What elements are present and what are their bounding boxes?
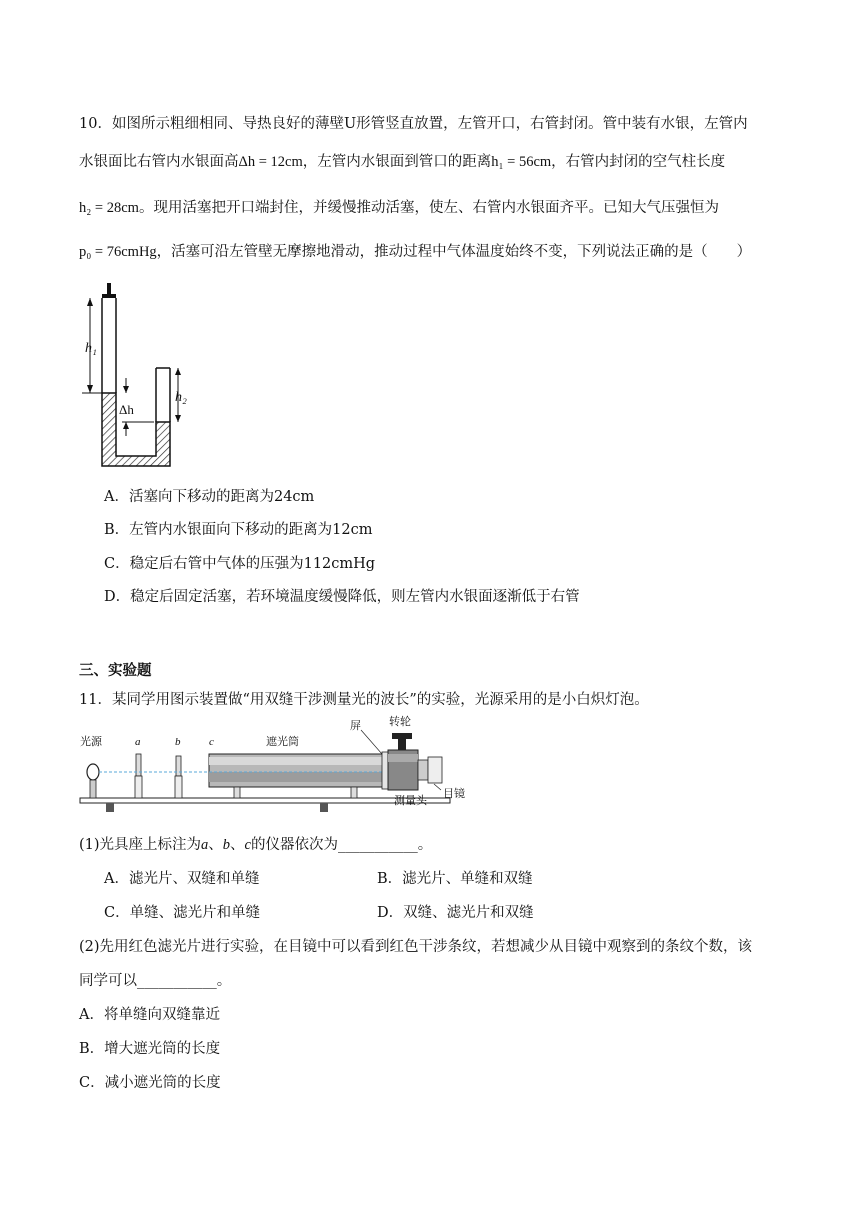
q10-line4 — [79, 240, 751, 261]
q11-sub1-c: c — [244, 837, 251, 853]
q11-sub1-prefix: (1)光具座上标注为 — [79, 837, 202, 853]
q11-sub1-sep1: 、 — [208, 837, 223, 853]
label-screen: 屏 — [350, 720, 361, 732]
q10-line2 — [79, 150, 725, 171]
q10-line2-text-c: ，右管内封闭的空气柱长度 — [551, 154, 726, 170]
q10-line3 — [79, 196, 719, 217]
optical-bench-figure — [76, 712, 476, 820]
q11-sub1-option-a: A．滤光片、双缝和单缝 — [104, 871, 260, 887]
q10-option-c: C．稳定后右管中气体的压强为112cmHg — [104, 556, 376, 572]
q11-sub1-option-c: C．单缝、滤光片和单缝 — [104, 905, 261, 921]
section-title: 三、实验题 — [79, 662, 152, 679]
label-light-source: 光源 — [80, 736, 102, 748]
lamp-icon — [87, 764, 99, 780]
q10-option-b: B．左管内水银面向下移动的距离为12cm — [104, 522, 373, 538]
q11-sub2-line2: 同学可以___________。 — [79, 973, 232, 989]
label-c: c — [209, 736, 214, 748]
q10-h2-value: h₂ = 28cm — [79, 200, 139, 216]
label-eyepiece: 目镜 — [443, 788, 465, 800]
label-measuring-head: 测量头 — [394, 795, 427, 807]
q11-sub2-option-b: B．增大遮光筒的长度 — [79, 1041, 221, 1057]
q11-sub2-line1: (2)先用红色滤光片进行实验，在目镜中可以看到红色干涉条纹，若想减少从目镜中观察到的条纹个数，该 — [79, 939, 753, 955]
q11-sub1-option-d: D．双缝、滤光片和双缝 — [377, 905, 534, 921]
q10-line1: 10．如图所示粗细相同、导热良好的薄壁U形管竖直放置，左管开口，右管封闭。管中装有水银，左管内 — [79, 116, 748, 132]
q11-sub2-option-a: A．将单缝向双缝靠近 — [79, 1007, 220, 1023]
q10-delta-h-value: Δh = 12cm — [238, 154, 303, 170]
q10-option-a: A．活塞向下移动的距离为24cm — [104, 489, 315, 505]
label-a: a — [135, 736, 141, 748]
q11-sub1-a: a — [201, 837, 209, 853]
q11-sub1 — [79, 833, 432, 854]
u-tube-figure — [74, 280, 214, 475]
q11-sub2-option-c: C．减小遮光筒的长度 — [79, 1075, 221, 1091]
q10-line2-text-b: ，左管内水银面到管口的距离 — [302, 154, 492, 170]
q11-sub1-option-b: B．滤光片、单缝和双缝 — [377, 871, 533, 887]
eyepiece-icon — [428, 757, 442, 783]
wheel-icon — [392, 733, 412, 739]
q11-sub1-sep2: 、 — [230, 837, 245, 853]
q11-stem: 11．某同学用图示装置做“用双缝干涉测量光的波长”的实验，光源采用的是小白炽灯泡。 — [79, 692, 649, 708]
q10-p0-value: p₀ = 76cmHg — [79, 244, 157, 260]
label-h1: h₁ — [85, 341, 97, 356]
q10-line3-text: 。现用活塞把开口端封住，并缓慢推动活塞，使左、右管内水银面齐平。已知大气压强恒为 — [138, 200, 719, 216]
q10-option-d: D．稳定后固定活塞，若环境温度缓慢降低，则左管内水银面逐渐低于右管 — [104, 589, 580, 605]
label-b: b — [175, 736, 181, 748]
label-wheel: 转轮 — [389, 716, 411, 728]
q11-sub1-suffix: 的仪器依次为___________。 — [250, 837, 433, 853]
label-h2: h₂ — [175, 390, 187, 405]
q10-h1-value: h₁ = 56cm — [491, 154, 552, 170]
q10-line2-text-a: 水银面比右管内水银面高 — [79, 154, 239, 170]
label-tube: 遮光筒 — [266, 736, 299, 748]
label-delta-h: Δh — [119, 402, 134, 417]
q10-line4-text: ，活塞可沿左管壁无摩擦地滑动，推动过程中气体温度始终不变，下列说法正确的是（ ） — [156, 244, 752, 260]
q11-sub1-b: b — [222, 837, 231, 853]
